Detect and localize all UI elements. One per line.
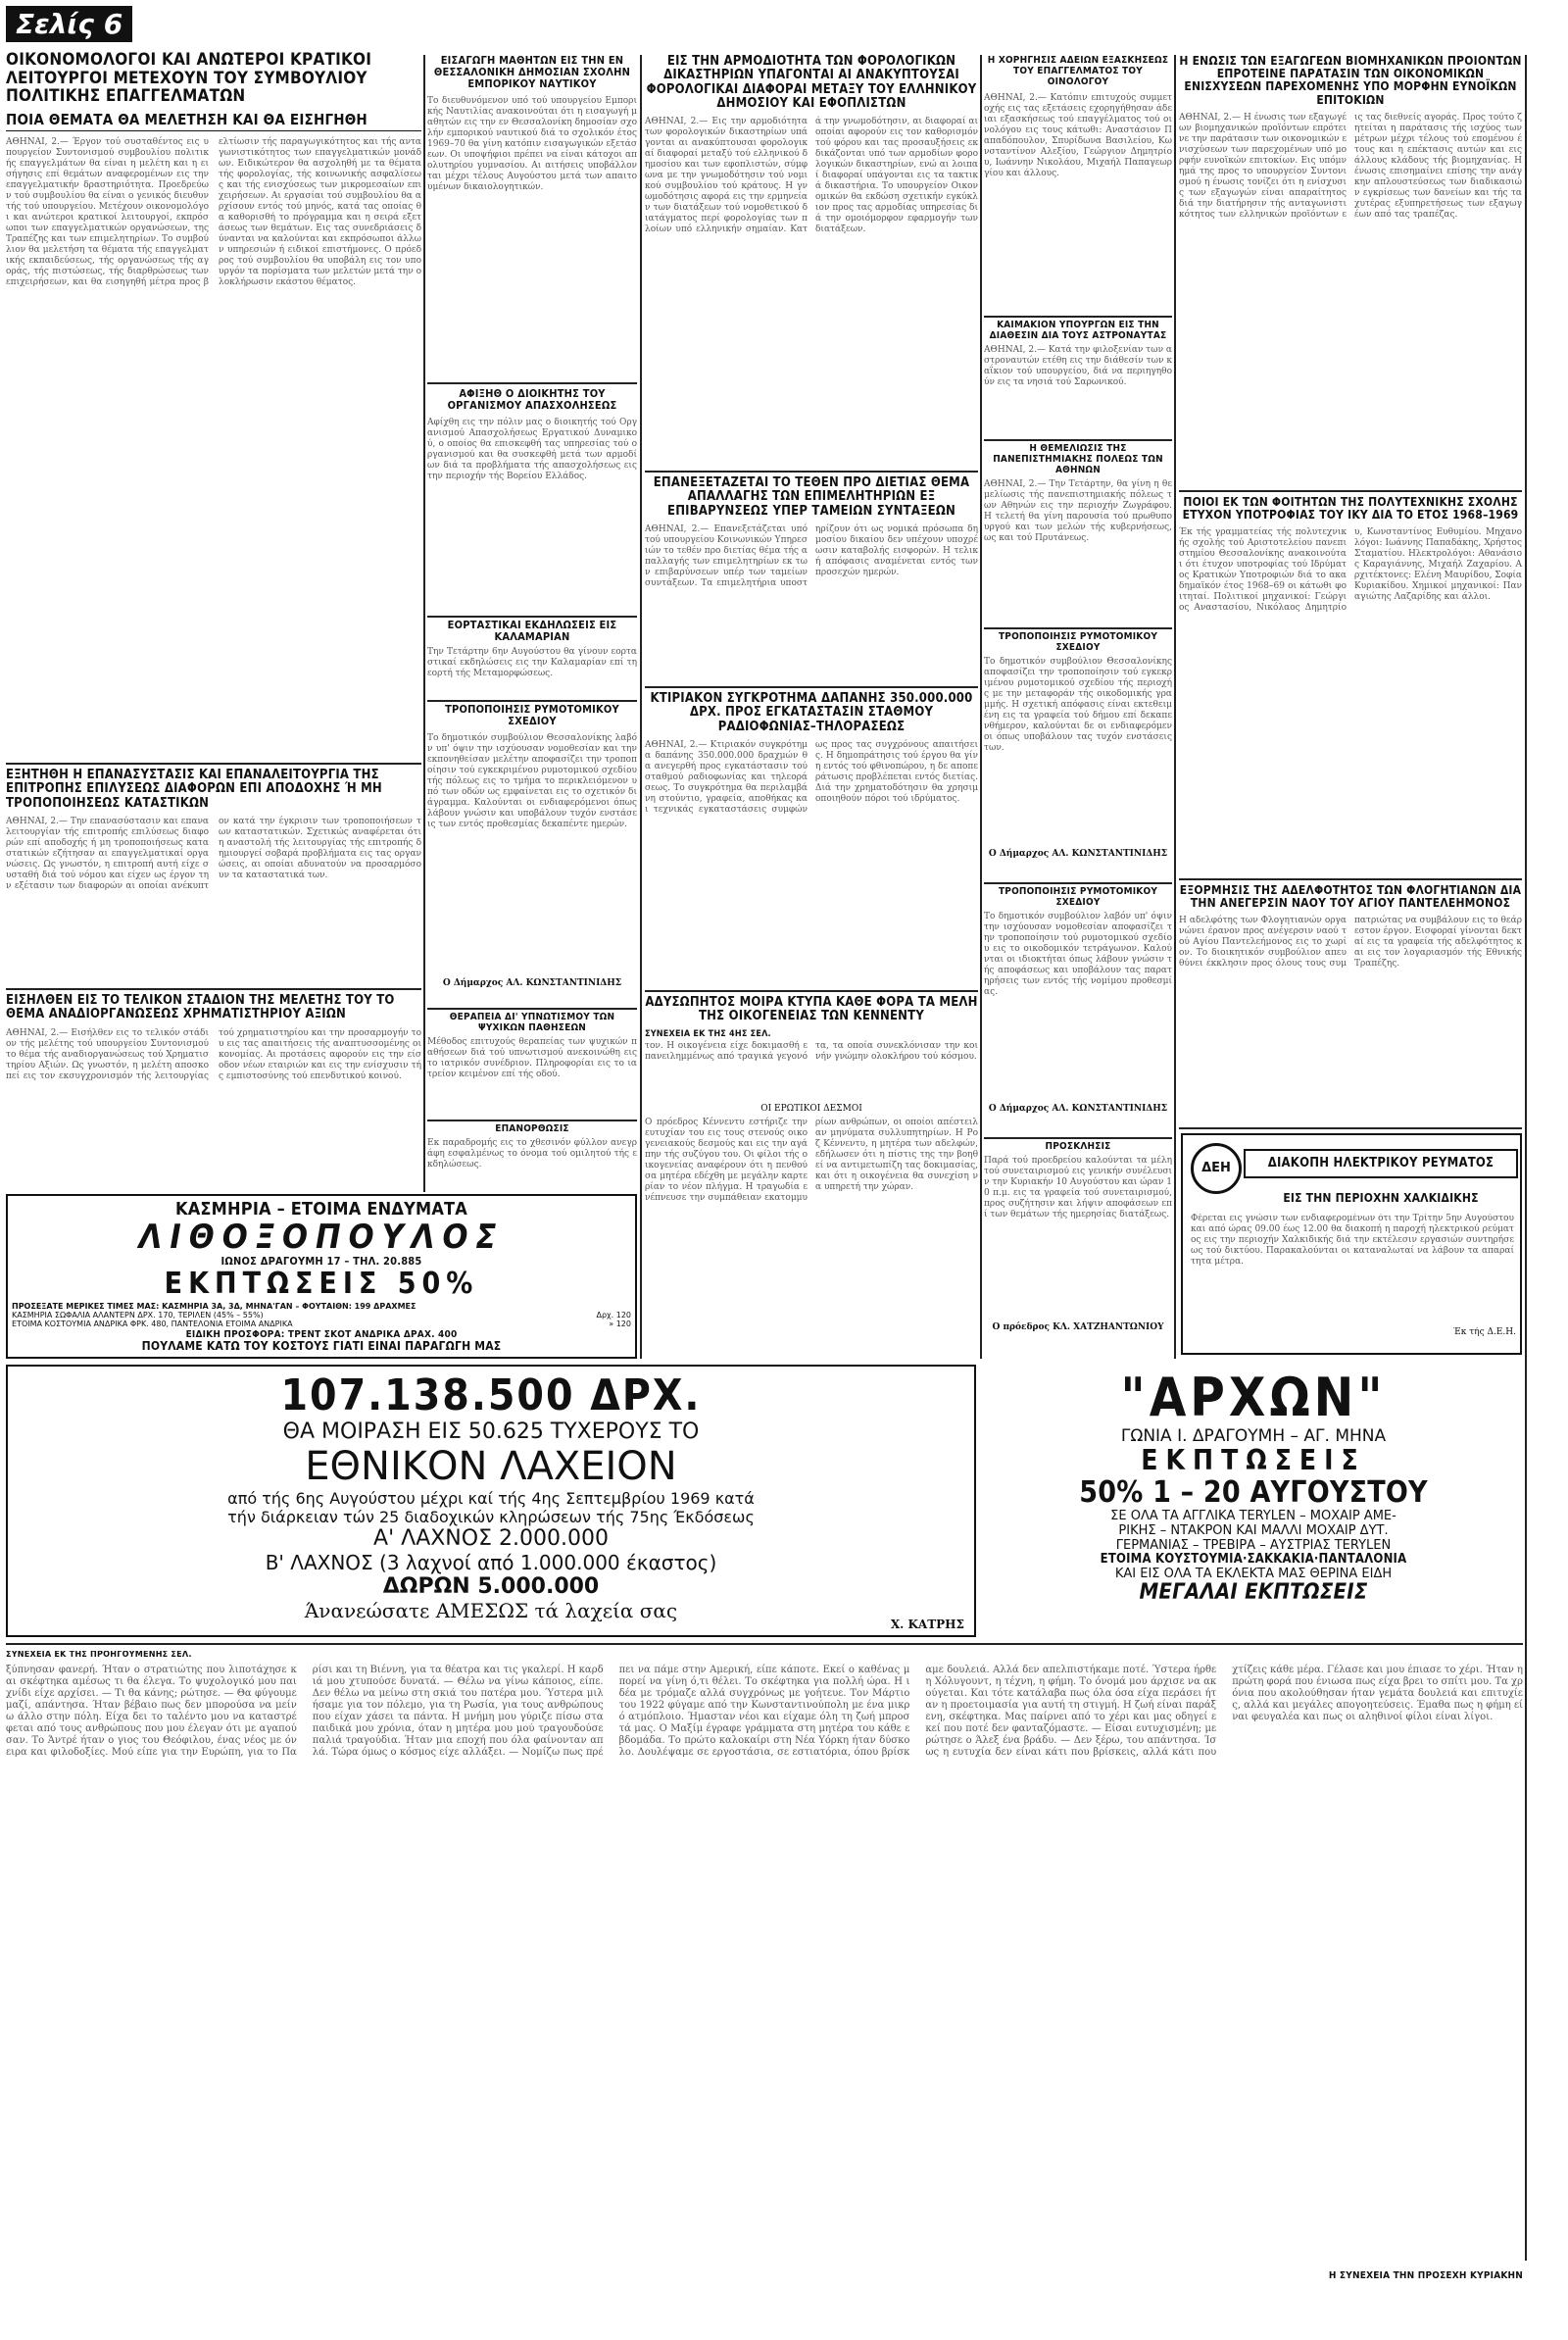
price-row: ΚΑΣΜΗΡΙΑ ΣΩΦΑΛΙΑ ΑΛΑΝΤΕΡΝ ΔΡΧ. 170, ΤΕΡΙΛΕΝ (45% – 55%) Δρχ. 120 — [12, 1311, 631, 1320]
article-body: Έκ τής γραμματείας τής πολυτεχνικής σχολής τού Αριστοτελείου πανεπιστημίου Θεσσαλονίκης ανακοινούται ότι έτυχον υποτροφίας τού Ιδρύματος Κρατικών Υποτροφιών διά το ακαδημαϊκόν έτος 1968–69 οι κάτωθι φοιτηταί. Πολιτικοί μηχανικοί: Γεώργιος Αναστασίου, Νικόλαος Δημητρίου, Κωνσταντίνος Ευθυμίου. Μηχανολόγοι: Ιωάννης Παπαδάκης, Χρήστος Σταματίου. Ηλεκτρολόγοι: Αθανάσιος Καραγιάννης, Μιχαήλ Ζαχαρίου. Αρχιτέκτονες: Ελένη Μαυρίδου, Σοφία Κυριακίδου. Χημικοί μηχανικοί: Παναγιώτης Λαζαρίδης και άλλοι. — [1179, 527, 1522, 614]
article-invitation — [984, 1141, 1172, 1357]
mayor-signature: Ο Δήμαρχος ΑΛ. ΚΩΝΣΤΑΝΤΙΝΙΔΗΣ — [988, 849, 1168, 859]
section-divider — [427, 382, 637, 384]
article-radio-tv-station — [645, 692, 978, 986]
continuation-label: ΣΥΝΕΧΕΙΑ ΕΚ ΤΗΣ 4ΗΣ ΣΕΛ. — [645, 1028, 771, 1039]
serial-footer: Η ΣΥΝΕΧΕΙΑ ΤΗΝ ΠΡΟΣΕΧΗ ΚΥΡΙΑΚΗΝ — [1328, 2269, 1523, 2281]
lottery-line2: ΘΑ ΜΟΙΡΑΣΗ ΕΙΣ 50.625 ΤΥΧΕΡΟΥΣ ΤΟ — [282, 1419, 700, 1445]
article-church-fundraising — [1179, 884, 1522, 1125]
article-kennedy — [645, 996, 978, 1357]
article-zoning-2 — [984, 631, 1172, 880]
ad-line1: ΚΑΣΜΗΡΙΑ – ΕΤΟΙΜΑ ΕΝΔΥΜΑΤΑ — [174, 1199, 468, 1220]
article-body: Την Τετάρτην 6ην Αυγούστου θα γίνουν εορταστικαί εκδηλώσεις εις την Καλαμαρίαν επί τη εορτή τής Μεταμορφώσεως. — [427, 647, 637, 679]
article-merchant-school — [427, 55, 637, 378]
headline: ΤΡΟΠΟΠΟΙΗΣΙΣ ΡΥΜΟΤΟΜΙΚΟΥ ΣΧΕΔΙΟΥ — [445, 704, 619, 728]
ad-archon — [984, 1365, 1523, 1637]
column-rule — [1174, 55, 1176, 1359]
archon-line4: ΕΤΟΙΜΑ ΚΟΥΣΤΟΥΜΙΑ·ΣΑΚΚΑΚΙΑ·ΠΑΝΤΑΛΟΝΙΑ — [1100, 1552, 1407, 1568]
headline: ΠΟΙΟΙ ΕΚ ΤΩΝ ΦΟΙΤΗΤΩΝ ΤΗΣ ΠΟΛΥΤΕΧΝΙΚΗΣ ΣΧΟΛΗΣ ΕΤΥΧΟΝ ΥΠΟΤΡΟΦΙΑΣ ΤΟΥ ΙΚΥ ΔΙΑ ΤΟ ΕΤΟΣ 1968–1969 — [1182, 496, 1519, 523]
article-body: Αφίχθη εις την πόλιν μας ο διοικητής τού Οργανισμού Απασχολήσεως Εργατικού Δυναμικού, ο οποίος θα επισκεφθή τας υπηρεσίας τού οργανισμού και θα συσκεφθή μετά των αρμοδίων διά τα προβλήματα τής απασχολήσεως εις την περιοχήν τής Βορείου Ελλάδος. — [427, 418, 637, 482]
section-divider — [1179, 490, 1522, 492]
headline: ΟΙΚΟΝΟΜΟΛΟΓΟΙ ΚΑΙ ΑΝΩΤΕΡΟΙ ΚΡΑΤΙΚΟΙ ΛΕΙΤΟΥΡΓΟΙ ΜΕΤΕΧΟΥΝ ΤΟΥ ΣΥΜΒΟΥΛΙΟΥ ΠΟΛΙΤΙΚΗΣ ΕΠΑΓΓΕΛΜΑΤΩΝ — [6, 51, 372, 107]
article-exporters-union — [1179, 55, 1522, 486]
lottery-sign: Χ. ΚΑΤΡΗΣ — [890, 1618, 964, 1631]
section-divider — [427, 700, 637, 702]
article-body: Το δημοτικόν συμβούλιον Θεσσαλονίκης λαβόν υπ' όψιν την ισχύουσαν νομοθεσίαν και την εκπονηθείσαν μελέτην αποφασίζει την τροποποίησιν τού εγκεκριμένου ρυμοτομικού σχεδίου τής πόλεως εις το τμήμα το περικλειόμενον υπό των οδών ως εμφαίνεται εις το σχετικόν διάγραμμα. Καλούνται οι ενδιαφερόμενοι όπως λάβουν γνώσιν και υποβάλουν τυχόν ενστάσεις των εντός προθεσμίας δεκαπέντε ημερών. — [427, 733, 637, 830]
article-body: Εκ παραδρομής εις το χθεσινόν φύλλον ανεγράφη εσφαλμένως το όνομα τού ομιλητού τής εκδηλώσεως. — [427, 1138, 637, 1170]
article-kalamaria — [427, 620, 637, 698]
lottery-title: ΕΘΝΙΚΟΝ ΛΑΧΕΙΟΝ — [305, 1444, 677, 1490]
section-divider — [427, 1120, 637, 1121]
subheadline: ΠΟΙΑ ΘΕΜΑΤΑ ΘΑ ΜΕΛΕΤΗΣΗ ΚΑΙ ΘΑ ΕΙΣΗΓΗΘΗ — [6, 112, 421, 131]
article-body: ΑΘΗΝΑΙ, 2.— Έργον τού συσταθέντος εις υπουργείον Συντονισμού συμβουλίου πολιτικής επαγγελμάτων θα είναι η μελέτη και η εισήγησις επί θεμάτων αναφερομένων εις την επαγγελματικήν δραστηριότητα. Προεδρεύων τού συμβουλίου θα είναι ο γενικός διευθυντής τού υπουργείου. Μετέχουν οικονομολόγοι και ανώτεροι κρατικοί λειτουργοί, εκπρόσωποι των επαγγελματικών οργανώσεων, της Τραπέζης και των επιμελητηρίων. Το συμβούλιον θα μελετήση τα θέματα τής επαγγελματικής εκπαιδεύσεως, τής οργανώσεως τής αγοράς, τής πιστώσεως, τής διαρθρώσεως των επιχειρήσεων, και θα εισηγηθή μέτρα προς βελτίωσιν τής παραγωγικότητος και τής ανταγωνιστικότητος των επαγγελματικών μονάδων. Ειδικώτερον θα ασχοληθή με τα θέματα τής φορολογίας, τής κοινωνικής ασφαλίσεως και τής ενισχύσεως των μικρομεσαίων επιχειρήσεων. Αι εργασίαι τού συμβουλίου θα αρχίσουν εντός τού μηνός, κατά τας οποίας θα καθορισθή το πρόγραμμα και η σειρά εξετάσεως των θεμάτων. Εις τας συνεδριάσεις δύνανται να καλούνται και εκπρόσωποι άλλων υπηρεσιών ή ειδικοί επιστήμονες. Ο πρόεδρος τού συμβουλίου θα υποβάλη εις τον υπουργόν τα πορίσματα των μελετών μετά την ολοκλήρωσιν εκάστου θέματος. — [6, 136, 421, 287]
section-divider — [984, 627, 1172, 629]
article-body: ΑΘΗΝΑΙ, 2.— Την Τετάρτην, θα γίνη η θεμελίωσις τής πανεπιστημιακής πόλεως των Αθηνών εις την περιοχήν Ζωγράφου. Η τελετή θα γίνη παρουσία τού πρωθυπουργού και των μελών τής κυβερνήσεως, ως και τού Πρυτάνεως. — [984, 479, 1172, 543]
dei-logo-text: ΔΕΗ — [1201, 1161, 1231, 1175]
headline: ΕΠΑΝΟΡΘΩΣΙΣ — [495, 1123, 569, 1134]
article-body: ΑΘΗΝΑΙ, 2.— Την επανασύστασιν και επαναλειτουργίαν τής επιτροπής επιλύσεως διαφορών επί αποδοχής ή μη τροποποιήσεως καταστατικών εζήτησαν αι επαγγελματικαί οργανώσεις. Ως γνωστόν, η επιτροπή αυτή είχε συσταθή διά τού νόμου και είχεν ως έργον την εξέτασιν των διαφορών αι οποίαι ανέκυπτον κατά την έγκρισιν των τροποποιήσεων των καταστατικών. Σχετικώς αναφέρεται ότι η αναστολή τής λειτουργίας τής επιτροπής δημιουργεί σοβαρά προβλήματα εις τας οργανώσεις, αι οποίαι αδυνατούν να προσαρμόσουν τα καταστατικά των. — [6, 816, 421, 891]
archon-line3: ΓΕΡΜΑΝΙΑΣ – ΤΡΕΒΙΡΑ – ΑΥΣΤΡΙΑΣ TERYLEN — [1115, 1538, 1392, 1554]
article-correction — [427, 1123, 637, 1190]
section-divider — [427, 616, 637, 618]
subheadline: ΟΙ ΕΡΩΤΙΚΟΙ ΔΕΣΜΟΙ — [760, 1104, 862, 1115]
archon-dates: 50% 1 – 20 ΑΥΓΟΥΣΤΟΥ — [1079, 1475, 1428, 1511]
archon-line2: ΡΙΚΗΣ – ΝΤΑΚΡΟΝ ΚΑΙ ΜΑΛΛΙ ΜΟΧΑΙΡ ΔΥΤ. — [1118, 1523, 1389, 1539]
article-body: Μέθοδος επιτυχούς θεραπείας των ψυχικών παθήσεων διά τού υπνωτισμού ανεκοινώθη εις το ιατρικόν συνέδριον. Πληροφορίαι εις το ιατρείον κειμένον επί τής οδού. — [427, 1037, 637, 1079]
article-chambers-pensions — [645, 476, 978, 682]
archon-brand: "ΑΡΧΩΝ" — [1120, 1367, 1387, 1428]
president-signature: Ο πρόεδρος ΚΛ. ΧΑΤΖΗΑΝΤΩΝΙΟΥ — [992, 1322, 1164, 1332]
archon-ekptoseis: ΕΚΠΤΩΣΕΙΣ — [1141, 1444, 1366, 1477]
archon-line5: ΚΑΙ ΕΙΣ ΟΛΑ ΤΑ ΕΚΛΕΚΤΑ ΜΑΣ ΘΕΡΙΝΑ ΕΙΔΗ — [1114, 1567, 1393, 1582]
headline: ΕΙΣΗΛΘΕΝ ΕΙΣ ΤΟ ΤΕΛΙΚΟΝ ΣΤΑΔΙΟΝ ΤΗΣ ΜΕΛΕΤΗΣ ΤΟΥ ΤΟ ΘΕΜΑ ΑΝΑΔΙΟΡΓΑΝΩΣΕΩΣ ΧΡΗΜΑΤΙΣΤΗΡΙΟΥ ΑΞΙΩΝ — [6, 994, 395, 1022]
notice-title: ΔΙΑΚΟΠΗ ΗΛΕΚΤΡΙΚΟΥ ΡΕΥΜΑΤΟΣ — [1244, 1149, 1518, 1178]
article-zoning-1 — [427, 704, 637, 1006]
headline: ΘΕΡΑΠΕΙΑ ΔΙ' ΥΠΝΩΤΙΣΜΟΥ ΤΩΝ ΨΥΧΙΚΩΝ ΠΑΘΗΣΕΩΝ — [449, 1012, 615, 1033]
article-university-city — [984, 443, 1172, 625]
section-divider — [984, 439, 1172, 441]
archon-address: ΓΩΝΙΑ Ι. ΔΡΑΓΟΥΜΗ – ΑΓ. ΜΗΝΑ — [1120, 1426, 1387, 1447]
headline: ΠΡΟΣΚΛΗΣΙΣ — [1045, 1141, 1111, 1152]
headline: ΚΑΙΜΑΚΙΟΝ ΥΠΟΥΡΓΩΝ ΕΙΣ ΤΗΝ ΔΙΑΘΕΣΙΝ ΔΙΑ ΤΟΥΣ ΑΣΤΡΟΝΑΥΤΑΣ — [989, 320, 1167, 341]
article-body: Το δημοτικόν συμβούλιον λαβόν υπ' όψιν την ισχύουσαν νομοθεσίαν αποφασίζει την τροποποίησιν τού ρυμοτομικού σχεδίου εις το οικοδομικόν τετράγωνον. Καλούνται οι ιδιοκτήται όπως λάβουν γνώσιν τής αποφάσεως και υποβάλουν τας παρατηρήσεις των εντός τής νομίμου προθεσμίας. — [984, 912, 1172, 997]
article-zoning-3 — [984, 886, 1172, 1135]
notice-body: Φέρεται εις γνώσιν των ενδιαφερομένων ότι την Τρίτην 5ην Αυγούστου και από ώρας 09.00 έως 12.00 θα διακοπή η παροχή ηλεκτρικού ρεύματος εις την περιοχήν Χαλκιδικής διά την εκτέλεσιν εργασιών συντηρήσεως τού δικτύου. Παρακαλούνται οι καταναλωταί να λάβουν τα απαραίτητα μέτρα. — [1191, 1214, 1514, 1267]
headline: ΑΦΙΞΗΘ Ο ΔΙΟΙΚΗΤΗΣ ΤΟΥ ΟΡΓΑΝΙΣΜΟΥ ΑΠΑΣΧΟΛΗΣΕΩΣ — [447, 388, 617, 413]
article-disputes-committee — [6, 769, 421, 986]
article-body: ΑΘΗΝΑΙ, 2.— Εις την αρμοδιότητα των φορολογικών δικαστηρίων υπάγονται αι ανακύπτουσαι φορολογικαί διαφοραί μεταξύ τού ελληνικού δημοσίου και των εφοπλιστών, σύμφωνα με την γνωμοδότησιν τού νομικού συμβουλίου τού κράτους. Η γνωμοδότησις αφορά εις την ερμηνείαν των διατάξεων τού νομοθετικού διατάγματος περί φορολογίας των πλοίων υπό ελληνικήν σημαίαν. Κατά την γνωμοδότησιν, αι διαφοραί αι οποίαι αφορούν εις τον καθορισμόν τού φόρου και τας προσαυξήσεις εκδικάζονται υπό των αρμοδίων φορολογικών δικαστηρίων, ενώ αι λοιπαί διαφοραί υπάγονται εις τα τακτικά δικαστήρια. Το υπουργείον Οικονομικών θα εκδώση σχετικήν εγκύκλιον προς τας αρμοδίας υπηρεσίας διά την ομοιόμορφον εφαρμογήν των διατάξεων. — [645, 117, 978, 235]
lottery-amount: 107.138.500 ΔΡΧ. — [280, 1370, 702, 1420]
headline: ΕΟΡΤΑΣΤΙΚΑΙ ΕΚΔΗΛΩΣΕΙΣ ΕΙΣ ΚΑΛΑΜΑΡΙΑΝ — [447, 620, 617, 644]
headline: ΕΠΑΝΕΞΕΤΑΖΕΤΑΙ ΤΟ ΤΕΘΕΝ ΠΡΟ ΔΙΕΤΙΑΣ ΘΕΜΑ ΑΠΑΛΛΑΓΗΣ ΤΩΝ ΕΠΙΜΕΛΗΤΗΡΙΩΝ ΕΞ ΕΠΙΒΑΡΥΝΣΕΩΣ ΥΠΕΡ ΤΑΜΕΙΩΝ ΣΥΝΤΑΞΕΩΝ — [653, 476, 970, 519]
article-body: ΑΘΗΝΑΙ, 2.— Η ένωσις των εξαγωγέων βιομηχανικών προϊόντων επρότεινε την παράτασιν των οικονομικών ενισχύσεων των παρεχομένων υπό μορφήν ευνοϊκών επιτοκίων. Εις υπόμνημά της προς το υπουργείον Συντονισμού η ένωσις τονίζει ότι η ενίσχυσις των εξαγωγών είναι απαραίτητος διά την διατήρησιν τής ανταγωνιστικότητος των ελληνικών προϊόντων εις τας διεθνείς αγοράς. Προς τούτο ζητείται η παράτασις τής ισχύος των μέτρων μέχρι τέλους τού επομένου έτους και η επέκτασις αυτών και εις άλλους κλάδους τής βιομηχανίας. Η ένωσις επισημαίνει επίσης την ανάγκην απλουστεύσεως των διαδικασιών εγκρίσεως των δανείων και τής ταχυτέρας εξυπηρετήσεως των εξαγωγέων από τας τραπέζας. — [1179, 112, 1522, 220]
article-employment-director — [427, 388, 637, 612]
page-number-badge — [6, 6, 133, 45]
article-body: Παρά τού προεδρείου καλούνται τα μέλη τού συνεταιρισμού εις γενικήν συνέλευσιν την Κυριακήν 10 Αυγούστου και ώραν 10 π.μ. εις τα γραφεία τού συνεταιρισμού, προς συζήτησιν και λήψιν αποφάσεων επί των θεμάτων τής ημερησίας διατάξεως. — [984, 1156, 1172, 1220]
mayor-signature: Ο Δήμαρχος ΑΛ. ΚΩΝΣΤΑΝΤΙΝΙΔΗΣ — [988, 1104, 1168, 1114]
headline: ΕΙΣ ΤΗΝ ΑΡΜΟΔΙΟΤΗΤΑ ΤΩΝ ΦΟΡΟΛΟΓΙΚΩΝ ΔΙΚΑΣΤΗΡΙΩΝ ΥΠΑΓΟΝΤΑΙ ΑΙ ΑΝΑΚΥΠΤΟΥΣΑΙ ΦΟΡΟΛΟΓΙΚΑΙ ΔΙΑΦΟΡΑΙ ΜΕΤΑΞΥ ΤΟΥ ΕΛΛΗΝΙΚΟΥ ΔΗΜΟΣΙΟΥ ΚΑΙ ΕΦΟΠΛΙΣΤΩΝ — [646, 55, 977, 111]
article-body: ΑΘΗΝΑΙ, 2.— Εισήλθεν εις το τελικόν στάδιον τής μελέτης τού υπουργείου Συντονισμού το θέμα τής αναδιοργανώσεως τού Χρηματιστηρίου Αξιών. Ως γνωστόν, η μελέτη αποσκοπεί εις τον εκσυγχρονισμόν τής λειτουργίας τού χρηματιστηρίου και την προσαρμογήν του εις τας απαιτήσεις τής αναπτυσσομένης οικονομίας. Αι προτάσεις αφορούν εις την είσοδον νέων εταιριών και εις την ενίσχυσιν τής εμπιστοσύνης τού επενδυτικού κοινού. — [6, 1027, 421, 1081]
article-body: τον. Η οικογένεια είχε δοκιμασθή επανειλημμένως από τραγικά γεγονότα, τα οποία συνεκλόνισαν την κοινήν γνώμην ολοκλήρου τού κόσμου. — [645, 1041, 978, 1063]
column-rule — [640, 55, 642, 1359]
article-body: Το διευθυνόμενον υπό τού υπουργείου Εμπορικής Ναυτιλίας ανακοινούται ότι η εισαγωγή μαθητών εις την εν Θεσσαλονίκη δημοσίαν σχολήν εμπορικού ναυτικού διά το σχολικόν έτος 1969–70 θα γίνη κατόπιν εισαγωγικών εξετάσεων. Οι υποψήφιοι πρέπει να είναι κάτοχοι απολυτηρίου γυμνασίου. Αι αιτήσεις υποβάλλονται μέχρι τέλους Αυγούστου μετά των απαιτουμένων δικαιολογητικών. — [427, 96, 637, 193]
archon-big: ΜΕΓΑΛΑΙ ΕΚΠΤΩΣΕΙΣ — [1139, 1580, 1368, 1606]
notice-sign: Έκ τής Δ.Ε.Η. — [1452, 1327, 1516, 1337]
headline: ΤΡΟΠΟΠΟΙΗΣΙΣ ΡΥΜΟΤΟΜΙΚΟΥ ΣΧΕΔΙΟΥ — [998, 631, 1158, 653]
article-body: ΑΘΗΝΑΙ, 2.— Επανεξετάζεται υπό τού υπουργείου Κοινωνικών Υπηρεσιών το τεθέν προ διετίας θέμα τής απαλλαγής των επιμελητηρίων εκ των επιβαρύνσεων υπέρ των ταμείων συντάξεων. Τα επιμελητήρια υποστηρίζουν ότι ως νομικά πρόσωπα δημοσίου δικαίου δεν υπέχουν υποχρέωσιν καταβολής εισφορών. Η τελική απόφασις αναμένεται εντός των προσεχών ημερών. — [645, 523, 978, 588]
headline: ΕΙΣΑΓΩΓΗ ΜΑΘΗΤΩΝ ΕΙΣ ΤΗΝ ΕΝ ΘΕΣΣΑΛΟΝΙΚΗ ΔΗΜΟΣΙΑΝ ΣΧΟΛΗΝ ΕΜΠΟΡΙΚΟΥ ΝΑΥΤΙΚΟΥ — [433, 55, 631, 91]
lottery-prize1: Α' ΛΑΧΝΟΣ 2.000.000 — [373, 1526, 609, 1552]
article-hypnotism — [427, 1012, 637, 1118]
column-rule — [980, 55, 982, 1359]
notice-subtitle: ΕΙΣ ΤΗΝ ΠΕΡΙΟΧΗΝ ΧΑΛΚΙΔΙΚΗΣ — [1283, 1192, 1479, 1205]
article-body: Η αδελφότης των Φλογητιανών οργανώνει έρανον προς ανέγερσιν ναού τού Αγίου Παντελεήμονος εις το χωρίον. Το διοικητικόν συμβούλιον απευθύνει έκκλησιν προς όλους τους συμπατριώτας να συμβάλουν εις το θεάρεστον έργον. Εισφοραί γίνονται δεκταί εις τα γραφεία τής αδελφότητος και εις τον λογαριασμόν τής Εθνικής Τραπέζης. — [1179, 916, 1522, 970]
lottery-gifts: ΔΩΡΩΝ 5.000.000 — [382, 1574, 600, 1600]
ad-lithoxopoulos — [6, 1194, 637, 1359]
article-body: Το δημοτικόν συμβούλιον Θεσσαλονίκης αποφασίζει την τροποποίησιν τού εγκεκριμένου ρυμοτομικού σχεδίου τής περιοχής με την μεταφοράν τής οικοδομικής γραμμής. Η σχετική απόφασις είναι εκτεθειμένη εις τα γραφεία τού δήμου επί δεκαπενθήμερον, καλούνται δε οι ενδιαφερόμενοι όπως υποβάλουν τας τυχόν ενστάσεις των. — [984, 657, 1172, 753]
section-divider — [1179, 878, 1522, 880]
article-body: ΑΘΗΝΑΙ, 2.— Κατόπιν επιτυχούς συμμετοχής εις τας εξετάσεις εχορηγήθησαν άδειαι εξασκήσεως τού επαγγέλματος τού οινολόγου εις τους κάτωθι: Αναστάσιον Παπαδόπουλον, Σπυρίδωνα Βασιλείου, Κωνσταντίνον Αλεξίου, Γεώργιον Δημητρίου, Ιωάννην Νικολάου, Μιχαήλ Παπαγεωργίου και άλλους. — [984, 93, 1172, 178]
article-polytechnic-scholarships — [1179, 496, 1522, 876]
section-divider — [984, 1137, 1172, 1139]
section-divider — [1179, 1127, 1522, 1129]
column-rule — [423, 55, 425, 1192]
page-right-border — [1525, 55, 1527, 2261]
serial-title: ΣΥΝΕΧΕΙΑ ΕΚ ΤΗΣ ΠΡΟΗΓΟΥΜΕΝΗΣ ΣΕΛ. — [6, 1651, 192, 1660]
headline: Η ΕΝΩΣΙΣ ΤΩΝ ΕΞΑΓΩΓΕΩΝ ΒΙΟΜΗΧΑΝΙΚΩΝ ΠΡΟΪΟΝΤΩΝ ΕΠΡΟΤΕΙΝΕ ΠΑΡΑΤΑΣΙΝ ΤΩΝ ΟΙΚΟΝΟΜΙΚΩΝ ΕΝΙΣΧΥΣΕΩΝ ΠΑΡΕΧΟΜΕΝΗΣ ΥΠΟ ΜΟΡΦΗΝ ΕΥΝΟΪΚΩΝ ΕΠΙΤΟΚΙΩΝ — [1179, 55, 1522, 107]
section-divider — [984, 882, 1172, 884]
article-stock-exchange — [6, 994, 421, 1190]
ad-offers-title: ΠΡΟΣΕΞΑΤΕ ΜΕΡΙΚΕΣ ΤΙΜΕΣ ΜΑΣ: ΚΑΣΜΗΡΙΑ 3Α, 3Δ, ΜΗΝΑ'ΓΑΝ – ΦΟΥΤΑΙΘΝ: 199 ΔΡΑΧΜΕΣ — [12, 1302, 416, 1312]
article-body: Ο πρόεδρος Κέννεντυ εστήριζε την ευτυχίαν του εις τους στενούς οικογενειακούς δεσμούς και εις την αγάπην τής συζύγου του. Οι φίλοι τής οικογενείας αναφέρουν ότι η πενθούσα μητέρα εδέχθη με μεγάλην καρτερίαν το νέον πλήγμα. Η τραγωδία ενέπνευσε την συμπάθειαν εκατομμυρίων ανθρώπων, οι οποίοι απέστειλαν μηνύματα συλλυπητηρίων. Η Ροζ Κέννεντυ, η μητέρα των αδελφών, εδήλωσεν ότι η πίστις της την βοηθεί να αντιμετωπίζη τας δοκιμασίας, και ότι η οικογένεια θα συνεχίση να υπηρετή την χώραν. — [645, 1118, 978, 1204]
mayor-signature: Ο Δήμαρχος ΑΛ. ΚΩΝΣΤΑΝΤΙΝΙΔΗΣ — [442, 978, 622, 989]
ad-discount: ΕΚΠΤΩΣΕΙΣ 50% — [164, 1267, 479, 1302]
lottery-line4: από τής 6ης Αυγούστου μέχρι καί τής 4ης Σεπτεμβρίου 1969 κατά — [227, 1489, 755, 1509]
page-label: Σελίς 6 — [6, 6, 132, 42]
headline: Η ΘΕΜΕΛΙΩΣΙΣ ΤΗΣ ΠΑΝΕΠΙΣΤΗΜΙΑΚΗΣ ΠΟΛΕΩΣ ΤΩΝ ΑΘΗΝΩΝ — [993, 443, 1163, 475]
headline: ΕΞΗΤΗΘΗ Η ΕΠΑΝΑΣΥΣΤΑΣΙΣ ΚΑΙ ΕΠΑΝΑΛΕΙΤΟΥΡΓΙΑ ΤΗΣ ΕΠΙΤΡΟΠΗΣ ΕΠΙΛΥΣΕΩΣ ΔΙΑΦΟΡΩΝ ΕΠΙ ΑΠΟΔΟΧΗΣ Ή ΜΗ ΤΡΟΠΟΠΟΙΗΣΕΩΣ ΚΑΤΑΣΤΙΚΩΝ — [6, 769, 382, 811]
article-tax-courts — [645, 55, 978, 467]
section-divider — [427, 1008, 637, 1010]
article-astronauts — [984, 320, 1172, 437]
lottery-line5: τήν διάρκειαν τών 25 διαδοχικών κληρώσεων τής 75ης Έκδόσεως — [227, 1508, 755, 1527]
serial-body: ξύπνησαν φανερή. Ήταν ο στρατιώτης που λιποτάχησε και σκέφτηκα αμέσως τι θα έλεγα. Το ψυχολογικό μου παιχνίδι είχε αρχίσει. — Τι θα κάνης; ρώτησε. — Θα φύγουμε μαζί, απάντησα. Ήταν βέβαιο πως δεν μπορούσα να μείνω άλλο στην πόλη. Είχα δει το ταλέντο μου να καταστρέφεται από τους ανθρώπους που μου έλεγαν ότι με αγαπούσαν. Το Άντρέ ήταν ο γιος του Θεόφιλου, ένας νέος με όνειρα και φιλοδοξίες. Μού είπε για την Ευρώπη, για το Παρίσι και τη Βιέννη, για τα θέατρα και τις γκαλερί. Η καρδιά μου χτυπούσε δυνατά. — Θέλω να γίνω κάποιος, είπε. Δεν θέλω να μείνω στη σκιά του πατέρα μου. Ύστερα μιλήσαμε για τον πόλεμο, για τη Ρωσία, για τους ανθρώπους που είχαν χάσει τα πάντα. Η μνήμη μου γύριζε πίσω στα παιδικά μου χρόνια, όταν η μητέρα μου μού τραγουδούσε παλιά τραγούδια. Ήταν μια εποχή που όλα φαίνονταν απλά. Τώρα όμως ο κόσμος είχε αλλάξει. — Νομίζω πως πρέπει να πάμε στην Αμερική, είπε κάποτε. Εκεί ο καθένας μπορεί να γίνη ό,τι θέλει. Το σκέφτηκα για πολλή ώρα. Η ιδέα με τρόμαζε αλλά συγχρόνως με γοήτευε. Τον Μάρτιο του 1922 φύγαμε από την Κωνσταντινούπολη με ένα μικρό ατμόπλοιο. Ήμασταν νέοι και είχαμε όλη τη ζωή μπροστά μας. Ο Μαξίμ έγραφε γράμματα στη μητέρα του κάθε εβδομάδα. Το πρώτο καλοκαίρι στη Νέα Υόρκη ήταν δύσκολο. Δουλέψαμε σε εργοστάσια, σε εστιατόρια, όπου βρίσκαμε δουλειά. Αλλά δεν απελπιστήκαμε ποτέ. Ύστερα ήρθε η Χόλυγουντ, η τέχνη, η φήμη. Το όνομά μου άρχισε να ακούγεται. Και τότε κατάλαβα πως όλα όσα είχα περάσει ήταν η προετοιμασία για αυτή τη στιγμή. Η ζωή είναι παράξενη, σκέφτηκα. Μας παίρνει από το χέρι και μας οδηγεί εκεί που ποτέ δεν φανταζόμαστε. — Είσαι ευτυχισμένη; με ρώτησε ο Άλεξ ένα βράδυ. — Δεν ξέρω, του απάντησα. Ίσως η ευτυχία δεν είναι κάτι που βρίσκεις, αλλά κάτι που χτίζεις κάθε μέρα. Γέλασε και μου έπιασε το χέρι. Ήταν η πρώτη φορά που ένιωσα πως είχα βρει το σπίτι μου. Τα χρόνια που ακολούθησαν ήταν γεμάτα δουλειά και επιτυχίες, αλλά και μεγάλες απογοητεύσεις. Έμαθα πως η φήμη είναι φευγαλέα και πως οι αληθινοί φίλοι είναι λίγοι. — [6, 1664, 1523, 1758]
section-divider — [6, 763, 421, 765]
ad-tagline: ΠΟΥΛΑΜΕ ΚΑΤΩ ΤΟΥ ΚΟΣΤΟΥΣ ΓΙΑΤΙ ΕΙΝΑΙ ΠΑΡΑΓΩΓΗ ΜΑΣ — [141, 1339, 502, 1354]
serial-story — [6, 1651, 1523, 2298]
section-divider — [984, 316, 1172, 318]
ad-special: ΕΙΔΙΚΗ ΠΡΟΣΦΟΡΑ: ΤΡΕΝΤ ΣΚΟΤ ΑΝΔΡΙΚΑ ΔΡΑΧ. 400 — [185, 1329, 458, 1341]
lottery-prize2: Β' ΛΑΧΝΟΣ (3 λαχνοί από 1.000.000 έκαστος) — [265, 1551, 717, 1575]
dei-logo — [1191, 1143, 1242, 1194]
article-wine-license — [984, 55, 1172, 314]
price-row: ΕΤΟΙΜΑ ΚΟΣΤΟΥΜΙΑ ΑΝΔΡΙΚΑ ΦΡΚ. 480, ΠΑΝΤΕΛΟΝΙΑ ΕΤΟΙΜΑ ΑΝΔΡΙΚΑ » 120 — [12, 1319, 631, 1329]
headline: Η ΧΟΡΗΓΗΣΙΣ ΑΔΕΙΩΝ ΕΞΑΣΚΗΣΕΩΣ ΤΟΥ ΕΠΑΓΓΕΛΜΑΤΟΣ ΤΟΥ ΟΙΝΟΛΟΓΟΥ — [987, 55, 1169, 87]
article-body: ΑΘΗΝΑΙ, 2.— Κτιριακόν συγκρότημα δαπάνης 350.000.000 δραχμών θα ανεγερθή προς εγκατάστασιν τού σταθμού ραδιοφωνίας και τηλεοράσεως. Το συγκρότημα θα περιλαμβάνη στούντιο, γραφεία, αποθήκας και τεχνικάς εγκαταστάσεις συμφώνως προς τας συγχρόνους απαιτήσεις. Η δημοπράτησις τού έργου θα γίνη εντός τού φθινοπώρου, η δε αποπεράτωσις προβλέπεται εντός διετίας. Διά την χρηματοδότησιν θα χρησιμοποιηθούν πόροι τού ιδρύματος. — [645, 739, 978, 815]
ad-brand: ΛΙΘΟΞΟΠΟΥΛΟΣ — [138, 1217, 505, 1257]
headline: ΤΡΟΠΟΠΟΙΗΣΙΣ ΡΥΜΟΤΟΜΙΚΟΥ ΣΧΕΔΙΟΥ — [998, 886, 1158, 908]
headline: ΚΤΙΡΙΑΚΟΝ ΣΥΓΚΡΟΤΗΜΑ ΔΑΠΑΝΗΣ 350.000.000 ΔΡΧ. ΠΡΟΣ ΕΓΚΑΤΑΣΤΑΣΙΝ ΣΤΑΘΜΟΥ ΡΑΔΙΟΦΩΝΙΑΣ–ΤΗΛΟΡΑΣΕΩΣ — [650, 692, 973, 734]
article-professional-policy — [6, 51, 421, 761]
archon-line1: ΣΕ ΟΛΑ ΤΑ ΑΓΓΛΙΚΑ TERYLEN – ΜΟΧΑΙΡ ΑΜΕ- — [1110, 1509, 1396, 1524]
section-divider — [645, 471, 978, 473]
headline: ΑΔΥΣΩΠΗΤΟΣ ΜΟΙΡΑ ΚΤΥΠΑ ΚΑΘΕ ΦΟΡΑ ΤΑ ΜΕΛΗ ΤΗΣ ΟΙΚΟΓΕΝΕΙΑΣ ΤΩΝ ΚΕΝΝΕΝΤΥ — [645, 996, 978, 1024]
headline: ΕΞΟΡΜΗΣΙΣ ΤΗΣ ΑΔΕΛΦΟΤΗΤΟΣ ΤΩΝ ΦΛΟΓΗΤΙΑΝΩΝ ΔΙΑ ΤΗΝ ΑΝΕΓΕΡΣΙΝ ΝΑΟΥ ΤΟΥ ΑΓΙΟΥ ΠΑΝΤΕΛΕΗΜΟΝΟΣ — [1179, 884, 1522, 911]
ad-address: ΙΩΝΟΣ ΔΡΑΓΟΥΜΗ 17 – ΤΗΛ. 20.885 — [220, 1255, 422, 1269]
power-outage-notice — [1181, 1133, 1522, 1355]
section-divider — [645, 686, 978, 688]
section-divider — [6, 1643, 1523, 1645]
section-divider — [645, 990, 978, 992]
ad-national-lottery — [6, 1365, 976, 1637]
ad-price-list — [12, 1311, 631, 1328]
section-divider — [6, 988, 421, 990]
article-body: ΑΘΗΝΑΙ, 2.— Κατά την φιλοξενίαν των αστροναυτών ετέθη εις την διάθεσίν των καΐκιον τού υπουργείου, διά να περιηγηθούν εις τα νησιά τού Σαρωνικού. — [984, 345, 1172, 387]
lottery-cta: Άνανεώσατε ΑΜΕΣΩΣ τά λαχεία σας — [304, 1599, 678, 1623]
